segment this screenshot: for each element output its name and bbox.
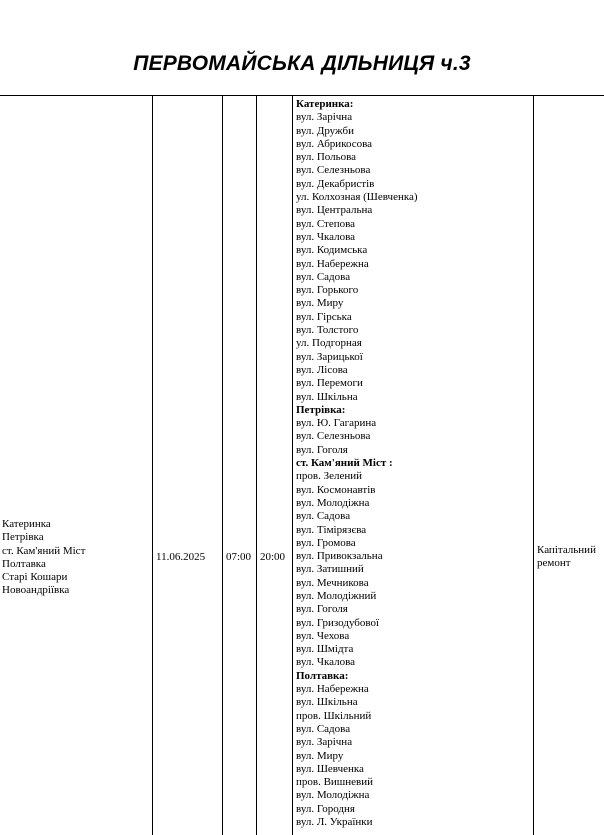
street-item: вул. Шевченка bbox=[296, 762, 364, 775]
street-item: вул. Молодіжна bbox=[296, 789, 370, 802]
street-item: вул. Чкалова bbox=[296, 230, 356, 243]
street-item: вул. Шмідта bbox=[296, 643, 354, 656]
street-item: вул. Миру bbox=[296, 297, 344, 310]
street-item: вул. Селезньова bbox=[296, 164, 371, 177]
street-item: вул. Молодіжна bbox=[296, 496, 370, 509]
locality-header: Петрівка: bbox=[296, 403, 346, 416]
street-item: вул. Набережна bbox=[296, 683, 369, 696]
street-item: вул. Польова bbox=[296, 151, 357, 164]
column-divider bbox=[533, 95, 534, 835]
street-item: вул. Чехова bbox=[296, 629, 350, 642]
street-item: ул. Колхозная (Шевченка) bbox=[296, 191, 418, 204]
street-item: вул. Садова bbox=[296, 510, 351, 523]
street-item: вул. Садова bbox=[296, 722, 351, 735]
street-item: пров. Зелений bbox=[296, 470, 363, 483]
column-divider bbox=[222, 95, 223, 835]
reason-text: ремонт bbox=[537, 557, 571, 570]
street-item: вул. Центральна bbox=[296, 204, 373, 217]
street-item: вул. Декабристів bbox=[296, 177, 375, 190]
street-item: вул. Привокзальна bbox=[296, 550, 383, 563]
street-item: вул. Горького bbox=[296, 284, 359, 297]
street-item: вул. Зарічна bbox=[296, 736, 353, 749]
street-item: вул. Кодимська bbox=[296, 244, 368, 257]
street-item: вул. Затишний bbox=[296, 563, 364, 576]
street-item: вул. Толстого bbox=[296, 324, 359, 337]
column-divider bbox=[292, 95, 293, 835]
street-item: вул. Садова bbox=[296, 270, 351, 283]
street-item: пров. Вишневий bbox=[296, 776, 374, 789]
street-item: вул. Абрикосова bbox=[296, 137, 373, 150]
settlement-name: ст. Кам'яний Міст bbox=[2, 544, 86, 557]
settlement-name: Петрівка bbox=[2, 531, 44, 544]
street-item: вул. Лісова bbox=[296, 363, 348, 376]
street-item: вул. Набережна bbox=[296, 257, 369, 270]
page-title: ПЕРВОМАЙСЬКА ДІЛЬНИЦЯ ч.3 bbox=[133, 52, 471, 75]
street-item: вул. Л. Українки bbox=[296, 816, 373, 829]
settlement-name: Старі Кошари bbox=[2, 571, 68, 584]
date-cell: 11.06.2025 bbox=[156, 551, 206, 563]
settlements-cell bbox=[2, 518, 85, 598]
street-item: вул. Гризодубової bbox=[296, 616, 380, 629]
street-item: вул. Зарічна bbox=[296, 111, 353, 124]
column-divider bbox=[152, 95, 153, 835]
locality-header: ст. Кам'яний Міст : bbox=[296, 457, 393, 470]
column-divider bbox=[256, 95, 257, 835]
street-item: ул. Подгорная bbox=[296, 337, 362, 350]
streets-cell bbox=[296, 98, 418, 829]
street-item: вул. Гоголя bbox=[296, 603, 348, 616]
reason-text: Капітальний bbox=[537, 544, 596, 556]
street-item: вул. Зарицької bbox=[296, 350, 363, 363]
street-item: вул. Гоголя bbox=[296, 443, 348, 456]
settlement-name: Новоандріївка bbox=[2, 584, 70, 597]
reason-cell bbox=[537, 544, 596, 571]
street-item: вул. Перемоги bbox=[296, 377, 363, 390]
end-time-cell: 20:00 bbox=[260, 551, 286, 563]
settlement-name: Катеринка bbox=[2, 518, 51, 530]
street-item: вул. Дружби bbox=[296, 124, 354, 137]
street-item: вул. Тімірязєва bbox=[296, 523, 367, 536]
start-time-cell: 07:00 bbox=[226, 551, 252, 563]
street-item: пров. Шкільний bbox=[296, 709, 372, 722]
street-item: вул. Городня bbox=[296, 802, 355, 815]
locality-header: Катеринка: bbox=[296, 98, 354, 110]
street-item: вул. Селезньова bbox=[296, 430, 371, 443]
street-item: вул. Гірська bbox=[296, 310, 352, 323]
street-item: вул. Шкільна bbox=[296, 390, 358, 403]
settlement-name: Полтавка bbox=[2, 557, 46, 570]
outage-table bbox=[0, 95, 604, 835]
street-item: вул. Ю. Гагарина bbox=[296, 417, 377, 430]
street-item: вул. Шкільна bbox=[296, 696, 358, 709]
street-item: вул. Миру bbox=[296, 749, 344, 762]
street-item: вул. Космонавтів bbox=[296, 483, 376, 496]
street-item: вул. Мечникова bbox=[296, 576, 369, 589]
table-top-border bbox=[0, 95, 604, 96]
street-item: вул. Молодіжний bbox=[296, 589, 377, 602]
street-item: вул. Степова bbox=[296, 217, 356, 230]
locality-header: Полтавка: bbox=[296, 669, 349, 682]
street-item: вул. Чкалова bbox=[296, 656, 356, 669]
street-item: вул. Громова bbox=[296, 536, 356, 549]
